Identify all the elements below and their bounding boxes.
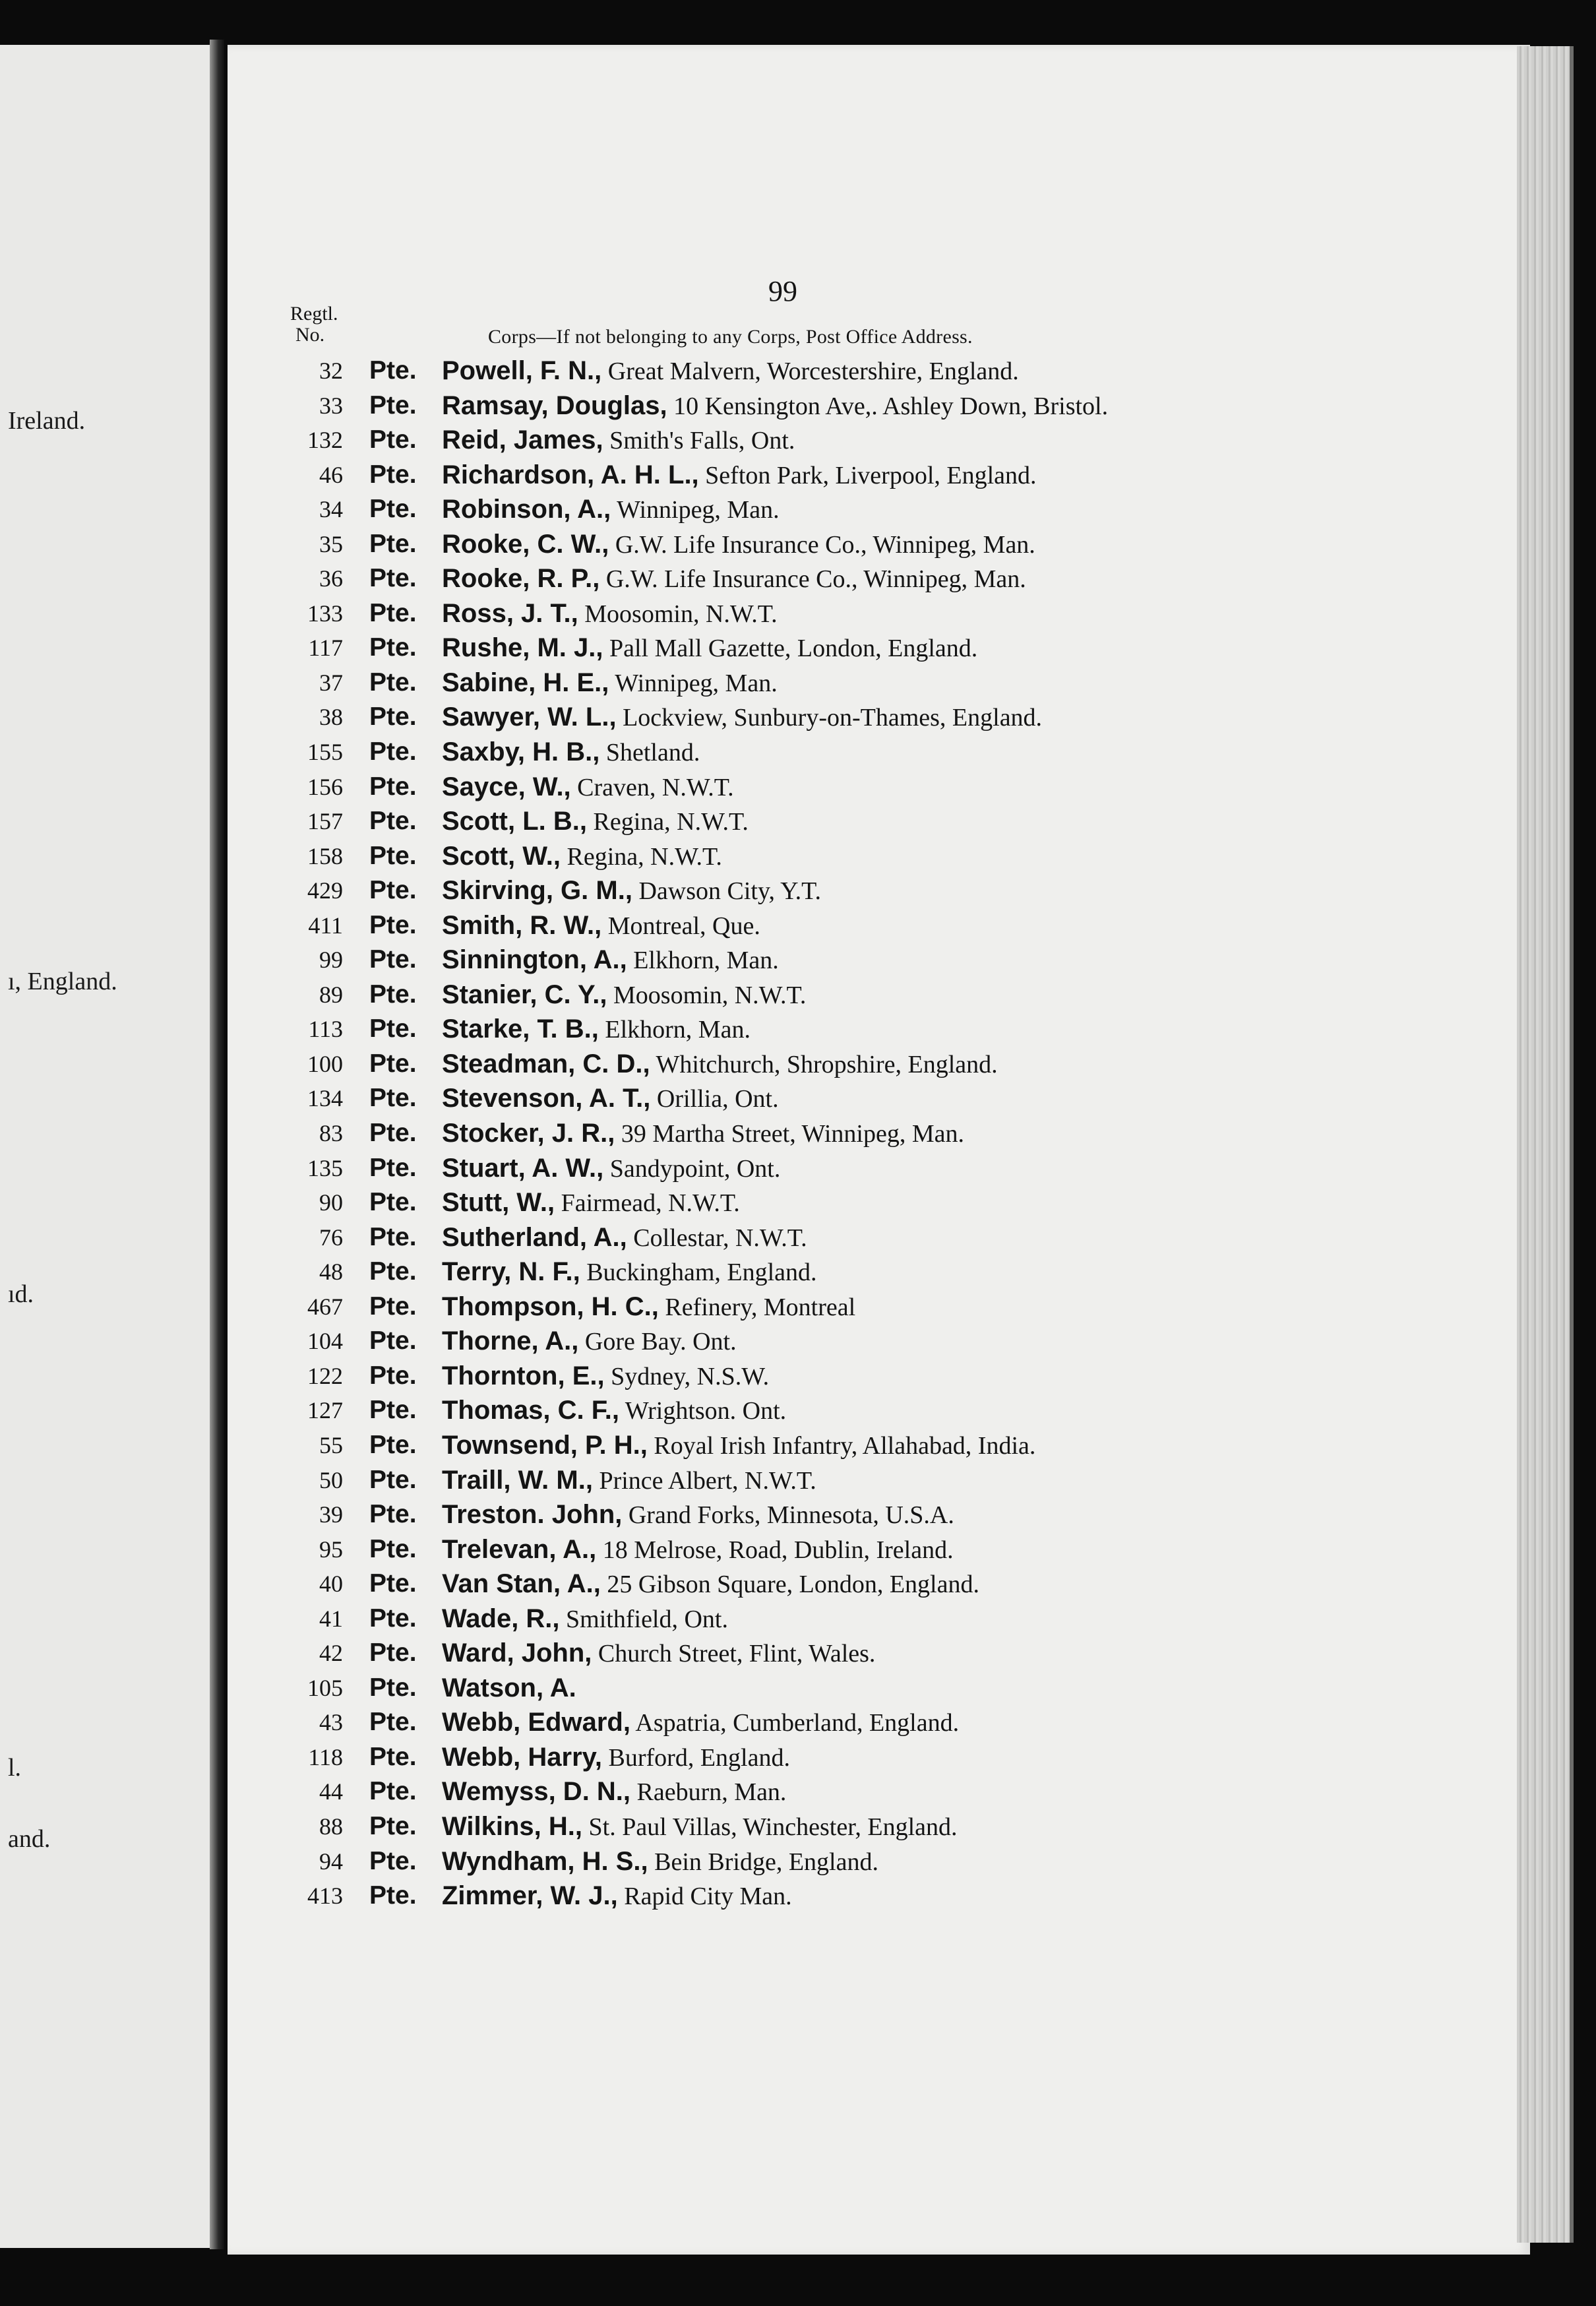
entry-text [442,873,821,908]
person-name: Ross, J. T., [442,598,578,628]
rank: Pte. [369,910,417,939]
address: Moosomin, N.W.T. [613,981,807,1009]
entry-text [442,1324,737,1359]
person-name: Ward, John, [442,1638,592,1668]
person-name: Stuart, A. W., [442,1153,604,1183]
address: Great Malvern, Worcestershire, England. [607,358,1019,385]
regiment-number: 83 [319,1120,343,1147]
address: Raeburn, Man. [636,1778,787,1807]
rank: Pte. [369,841,417,870]
roster-entry [277,1497,1438,1532]
entry-text [442,561,1026,596]
address: 39 Martha Street, Winnipeg, Man. [621,1120,965,1148]
roster-entry [277,1705,1438,1740]
address: Winnipeg, Man. [617,496,780,524]
entry-text [442,527,1035,562]
entry-text [442,1185,740,1220]
regiment-number: 38 [319,704,343,731]
address: Dawson City, Y.T. [638,877,822,906]
roster-entry [277,978,1438,1013]
rank: Pte. [369,1361,417,1390]
person-name: Terry, N. F., [442,1257,580,1287]
rank: Pte. [369,1708,417,1737]
regiment-number: 95 [319,1536,343,1563]
address: Moosomin, N.W.T. [584,600,778,628]
entry-text [442,978,806,1013]
rank: Pte. [369,460,417,489]
rank: Pte. [369,1292,417,1321]
regiment-number: 99 [319,947,343,974]
address: 10 Kensington Ave,. Ashley Down, Bristol. [673,392,1109,420]
address: 18 Melrose, Road, Dublin, Ireland. [602,1536,954,1564]
roster-entry [277,1220,1438,1255]
person-name: Richardson, A. H. L., [442,460,699,489]
roster-entry [277,1809,1438,1844]
entry-text [442,1671,576,1706]
entry-text [442,908,760,943]
person-name: Zimmer, W. J., [442,1881,618,1911]
roster-entry [277,804,1438,839]
roster-entry [277,1844,1438,1879]
rank: Pte. [369,564,417,593]
person-name: Sayce, W., [442,772,571,801]
address: Grand Forks, Minnesota, U.S.A. [628,1501,954,1530]
address: Aspatria, Cumberland, England. [635,1709,960,1737]
rank: Pte. [369,1604,417,1633]
roster-entry [277,1359,1438,1394]
regiment-number: 43 [319,1709,343,1736]
regiment-number: 33 [319,392,343,419]
entry-text [442,1567,979,1602]
entry-text [442,839,722,874]
rank: Pte. [369,1119,417,1148]
entry-text [442,631,977,666]
regiment-number: 467 [307,1293,343,1320]
person-name: Van Stan, A., [442,1569,601,1599]
person-name: Treston. John, [442,1500,623,1530]
person-name: Ramsay, Douglas, [442,390,667,420]
rank: Pte. [369,1326,417,1356]
address: Gore Bay. Ont. [584,1328,737,1356]
rank: Pte. [369,1673,417,1702]
rank: Pte. [369,1811,417,1840]
regiment-number: 118 [308,1743,343,1770]
regiment-number: 133 [307,600,343,627]
regiment-number: 155 [307,739,343,766]
entry-text [442,1012,751,1047]
entry-text [442,1532,954,1567]
left-page-text: Ireland. [8,407,86,435]
entry-text [442,1428,1035,1463]
entry-text [442,1809,958,1844]
person-name: Sabine, H. E., [442,668,609,697]
roster-entry [277,735,1438,770]
person-name: Rooke, R. P., [442,564,600,594]
entry-text [442,1740,790,1775]
regiment-number: 89 [319,981,343,1008]
regiment-number: 157 [307,808,343,835]
roster-entry [277,596,1438,631]
regiment-number: 100 [307,1050,343,1077]
person-name: Starke, T. B., [442,1014,599,1044]
rank: Pte. [369,1188,417,1217]
address: Sydney, N.S.W. [611,1362,770,1390]
regiment-number: 104 [307,1328,343,1355]
entry-text [442,1047,998,1082]
rank: Pte. [369,1084,417,1113]
left-page-text: ı, England. [8,968,117,995]
address: Elkhorn, Man. [605,1016,751,1044]
rank: Pte. [369,1257,417,1286]
entry-text [442,1844,878,1879]
rank: Pte. [369,668,417,697]
regiment-number: 156 [307,773,343,800]
person-name: Stanier, C. Y., [442,980,607,1009]
left-page-text: l. [8,1754,22,1782]
person-name: Traill, W. M., [442,1465,593,1495]
roster-list [277,354,1438,1914]
rank: Pte. [369,1430,417,1459]
regiment-number: 122 [307,1362,343,1389]
roster-entry [277,1081,1438,1116]
person-name: Rooke, C. W., [442,529,609,559]
entry-text [442,1393,786,1428]
roster-entry [277,1602,1438,1636]
person-name: Steadman, C. D., [442,1049,650,1078]
rank: Pte. [369,1014,417,1044]
person-name: Scott, L. B., [442,807,587,836]
person-name: Stocker, J. R., [442,1119,615,1148]
rank: Pte. [369,807,417,836]
regiment-number: 429 [307,877,343,904]
address: Smith's Falls, Ont. [609,427,795,455]
address: Church Street, Flint, Wales. [598,1640,876,1668]
rank: Pte. [369,1569,417,1598]
rank: Pte. [369,1881,417,1910]
rank: Pte. [369,1777,417,1806]
roster-entry [277,1290,1438,1324]
entry-text [442,354,1019,389]
roster-entry [277,1047,1438,1082]
person-name: Wade, R., [442,1604,560,1633]
rank: Pte. [369,1222,417,1251]
entry-text [442,458,1037,493]
rank: Pte. [369,1742,417,1771]
roster-entry [277,943,1438,978]
rank: Pte. [369,598,417,627]
roster-entry [277,1879,1438,1914]
rank: Pte. [369,1396,417,1425]
address: Regina, N.W.T. [567,842,722,871]
address: Buckingham, England. [586,1259,817,1287]
regiment-number: 36 [319,565,343,592]
roster-entry [277,458,1438,493]
regiment-number: 132 [307,427,343,454]
roster-entry [277,1012,1438,1047]
entry-text [442,804,749,839]
entry-text [442,770,734,805]
rank: Pte. [369,876,417,905]
entry-text [442,666,778,701]
regiment-number: 34 [319,496,343,523]
entry-text [442,1116,964,1151]
address: Lockview, Sunbury-on-Thames, England. [623,704,1043,732]
roster-entry [277,1671,1438,1706]
regiment-number: 88 [319,1813,343,1840]
roster-entry [277,631,1438,666]
address: Refinery, Montreal [665,1293,856,1321]
person-name: Skirving, G. M., [442,876,632,906]
address: Elkhorn, Man. [633,947,779,975]
entry-text [442,492,780,527]
rank: Pte. [369,945,417,974]
entry-text [442,1705,959,1740]
roster-entry [277,389,1438,423]
address: G.W. Life Insurance Co., Winnipeg, Man. [615,530,1035,559]
roster-entry [277,561,1438,596]
entry-text [442,596,778,631]
person-name: Wemyss, D. N., [442,1777,631,1807]
regiment-number: 40 [319,1571,343,1598]
rank: Pte. [369,390,417,420]
roster-entry [277,1428,1438,1463]
address: Orillia, Ont. [656,1085,779,1113]
person-name: Thomas, C. F., [442,1396,619,1425]
rank: Pte. [369,1500,417,1529]
entry-text [442,1255,817,1290]
rank: Pte. [369,702,417,732]
person-name: Robinson, A., [442,495,611,524]
page-edges [1517,46,1574,2243]
rank: Pte. [369,1465,417,1494]
roster-entry [277,1116,1438,1151]
roster-entry [277,1463,1438,1498]
person-name: Sinnington, A., [442,945,627,975]
roster-entry [277,354,1438,389]
person-name: Sawyer, W. L., [442,702,617,732]
address: Sandypoint, Ont. [609,1154,781,1183]
person-name: Wilkins, H., [442,1811,583,1841]
address: Fairmead, N.W.T. [561,1189,740,1218]
person-name: Scott, W., [442,841,561,871]
regtl-label: Regtl. [290,303,338,325]
regiment-number: 413 [307,1883,343,1910]
roster-entry [277,839,1438,874]
address: Wrightson. Ont. [625,1397,787,1425]
person-name: Saxby, H. B., [442,737,600,767]
address: Montreal, Que. [607,912,760,940]
rank: Pte. [369,1846,417,1875]
person-name: Townsend, P. H., [442,1430,648,1460]
address: Burford, England. [608,1743,790,1772]
roster-entry [277,666,1438,701]
address: Pall Mall Gazette, London, England. [609,635,978,663]
entry-text [442,1636,875,1671]
person-name: Webb, Harry, [442,1742,603,1772]
regiment-number: 76 [319,1224,343,1251]
address: Winnipeg, Man. [615,669,778,697]
entry-text [442,1359,769,1394]
address: Prince Albert, N.W.T. [599,1466,816,1495]
address: St. Paul Villas, Winchester, England. [588,1813,958,1841]
regiment-number: 135 [307,1154,343,1181]
person-name: Thompson, H. C., [442,1292,659,1321]
address: Shetland. [605,739,700,767]
entry-text [442,423,795,458]
regiment-number: 42 [319,1640,343,1667]
rank: Pte. [369,633,417,662]
entry-text [442,735,700,770]
rank: Pte. [369,495,417,524]
rank: Pte. [369,980,417,1009]
address: Rapid City Man. [624,1883,792,1911]
regiment-number: 94 [319,1848,343,1875]
address: Sefton Park, Liverpool, England. [705,461,1037,489]
address: Regina, N.W.T. [593,808,749,836]
regiment-number: 117 [308,635,343,662]
regiment-number: 48 [319,1259,343,1286]
rank: Pte. [369,1638,417,1667]
roster-entry [277,1774,1438,1809]
regiment-number: 32 [319,358,343,384]
rank: Pte. [369,772,417,801]
roster-entry [277,527,1438,562]
entry-text [442,700,1042,735]
entry-text [442,1290,855,1324]
regiment-number: 127 [307,1397,343,1424]
entry-text [442,1774,786,1809]
roster-entry [277,1255,1438,1290]
person-name: Stutt, W., [442,1188,555,1218]
person-name: Trelevan, A., [442,1534,597,1564]
regiment-number: 411 [308,912,343,939]
rank: Pte. [369,356,417,385]
page-number: 99 [768,275,797,307]
entry-text [442,389,1108,423]
person-name: Wyndham, H. S., [442,1846,648,1876]
person-name: Stevenson, A. T., [442,1084,651,1113]
entry-text [442,1463,816,1498]
roster-entry [277,908,1438,943]
person-name: Powell, F. N., [442,356,602,385]
roster-entry [277,1151,1438,1186]
roster-entry [277,1185,1438,1220]
address: Smithfield, Ont. [566,1605,728,1633]
no-label: No. [295,324,325,346]
person-name: Sutherland, A., [442,1222,627,1252]
regiment-number: 50 [319,1466,343,1493]
entry-text [442,1879,792,1914]
entry-text [442,1602,728,1636]
person-name: Reid, James, [442,425,603,455]
address: Craven, N.W.T. [577,773,734,801]
regiment-number: 134 [307,1085,343,1112]
entry-text [442,1151,780,1186]
person-name: Thornton, E., [442,1361,605,1390]
regiment-number: 35 [319,530,343,557]
entry-text [442,1497,954,1532]
address: Collestar, N.W.T. [633,1224,807,1252]
corps-address-header: Corps—If not belonging to any Corps, Post Office Address. [488,326,973,348]
rank: Pte. [369,737,417,766]
regiment-number: 158 [307,842,343,869]
roster-entry [277,873,1438,908]
regiment-number: 105 [307,1674,343,1701]
regiment-number: 113 [308,1016,343,1043]
rank: Pte. [369,1153,417,1182]
roster-entry [277,1393,1438,1428]
address: Royal Irish Infantry, Allahabad, India. [654,1431,1036,1460]
regiment-number: 37 [319,669,343,696]
regiment-number: 46 [319,461,343,488]
left-page-text: ıd. [8,1280,34,1308]
address: 25 Gibson Square, London, England. [607,1571,979,1599]
roster-entry [277,492,1438,527]
person-name: Thorne, A., [442,1326,579,1356]
book-gutter [210,40,224,2249]
regiment-number-header [290,303,338,346]
address: Whitchurch, Shropshire, England. [656,1050,998,1078]
roster-entry [277,1636,1438,1671]
person-name: Rushe, M. J., [442,633,603,663]
entry-text [442,1081,779,1116]
roster-entry [277,1532,1438,1567]
regiment-number: 44 [319,1778,343,1805]
person-name: Webb, Edward, [442,1708,630,1737]
regiment-number: 55 [319,1431,343,1458]
roster-entry [277,770,1438,805]
regiment-number: 39 [319,1501,343,1528]
entry-text [442,943,779,978]
roster-entry [277,1324,1438,1359]
facing-page-fragment [0,45,211,2248]
roster-entry [277,1740,1438,1775]
person-name: Watson, A. [442,1673,576,1702]
roster-entry [277,423,1438,458]
address: G.W. Life Insurance Co., Winnipeg, Man. [605,565,1026,594]
rank: Pte. [369,425,417,454]
entry-text [442,1220,807,1255]
roster-entry [277,1567,1438,1602]
rank: Pte. [369,529,417,558]
regiment-number: 90 [319,1189,343,1216]
roster-entry [277,700,1438,735]
rank: Pte. [369,1534,417,1563]
address: Bein Bridge, England. [654,1848,878,1876]
left-page-text: and. [8,1825,51,1853]
regiment-number: 41 [319,1605,343,1632]
rank: Pte. [369,1049,417,1078]
person-name: Smith, R. W., [442,910,602,940]
